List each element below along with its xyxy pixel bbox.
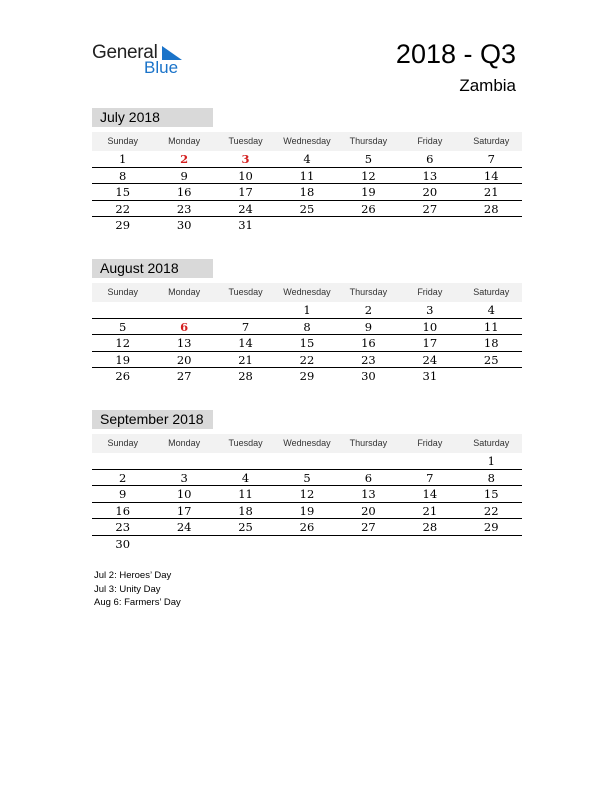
day-cell: 24	[238, 201, 253, 216]
day-cell: 26	[361, 201, 376, 216]
day-cell: 11	[483, 319, 499, 334]
day-cell: 3	[426, 303, 434, 317]
day-cell: 24	[176, 520, 192, 535]
day-cell: 28	[483, 201, 499, 216]
day-cell: 13	[176, 336, 192, 351]
month-label: September 2018	[92, 410, 213, 429]
day-cell	[153, 302, 214, 318]
week-row	[92, 453, 522, 470]
weekday-header: Friday	[417, 438, 443, 448]
day-cell	[461, 536, 522, 553]
day-cell: 25	[238, 520, 253, 535]
day-cell: 8	[487, 470, 495, 485]
day-cell	[153, 536, 214, 553]
holiday-day-cell: 3	[241, 152, 250, 166]
logo-text-blue: Blue	[144, 58, 179, 77]
day-cell: 13	[422, 168, 438, 183]
day-cell: 13	[361, 487, 376, 502]
weekday-header-row	[92, 132, 522, 151]
day-cell: 11	[299, 168, 315, 183]
day-cell: 7	[241, 319, 250, 334]
day-cell	[153, 453, 214, 469]
weekday-header: Saturday	[473, 287, 510, 297]
week-row	[92, 368, 522, 385]
day-cell: 22	[299, 352, 315, 367]
week-row	[92, 201, 522, 218]
day-cell: 22	[483, 503, 499, 518]
day-cell: 15	[299, 336, 315, 351]
day-cell: 4	[487, 303, 495, 317]
holiday-note: Aug 6: Farmers’ Day	[94, 597, 181, 608]
day-cell: 29	[483, 520, 499, 535]
day-cell: 1	[487, 454, 495, 468]
day-cell: 2	[364, 303, 373, 317]
day-cell	[461, 368, 522, 385]
week-row	[92, 503, 522, 520]
weekday-header: Wednesday	[283, 438, 331, 448]
day-cell: 5	[364, 152, 373, 166]
weekday-header: Thursday	[349, 287, 388, 297]
day-cell: 27	[422, 201, 438, 216]
day-cell: 21	[483, 185, 499, 200]
generalblue-logo	[92, 42, 192, 78]
day-cell: 17	[422, 336, 438, 351]
day-cell: 12	[361, 168, 376, 183]
week-row	[92, 302, 522, 319]
weekday-header: Saturday	[473, 438, 510, 448]
day-cell: 12	[299, 487, 315, 502]
day-cell: 28	[238, 369, 253, 384]
day-cell	[215, 453, 276, 469]
day-cell: 21	[422, 503, 438, 518]
day-cell	[276, 453, 337, 469]
weekday-header: Sunday	[107, 287, 138, 297]
day-cell	[399, 217, 460, 234]
holiday-note: Jul 3: Unity Day	[94, 583, 161, 595]
day-cell: 10	[422, 319, 438, 334]
week-row	[92, 217, 522, 234]
page-title: 2018 - Q3	[395, 39, 516, 69]
day-cell: 5	[119, 319, 127, 334]
day-cell	[399, 536, 460, 553]
week-row	[92, 319, 522, 336]
month-label: August 2018	[92, 259, 213, 278]
week-row	[92, 335, 522, 352]
day-cell: 4	[303, 152, 311, 166]
day-cell: 25	[483, 352, 499, 367]
day-cell	[338, 217, 399, 234]
holiday-note: Jul 2: Heroes’ Day	[94, 570, 172, 581]
day-cell	[276, 217, 337, 234]
day-cell: 10	[176, 487, 192, 502]
day-cell: 16	[176, 185, 192, 200]
day-cell	[276, 536, 337, 553]
day-cell: 30	[176, 218, 192, 233]
month-block	[92, 108, 522, 234]
day-cell: 12	[115, 336, 131, 351]
month-label: July 2018	[92, 108, 213, 127]
day-cell: 25	[299, 201, 315, 216]
day-cell: 23	[361, 352, 376, 367]
weekday-header: Tuesday	[228, 287, 263, 297]
day-cell: 8	[119, 168, 127, 183]
weekday-header: Wednesday	[283, 287, 331, 297]
day-cell: 10	[238, 168, 253, 183]
day-cell: 9	[180, 168, 188, 183]
day-cell: 8	[303, 319, 311, 334]
weekday-header: Thursday	[349, 136, 388, 146]
weekday-header: Sunday	[107, 438, 138, 448]
weekday-header: Monday	[168, 438, 201, 448]
day-cell: 6	[364, 470, 373, 485]
weekday-header: Friday	[417, 136, 443, 146]
day-cell: 24	[422, 352, 438, 367]
day-cell: 28	[422, 520, 438, 535]
holiday-day-cell: 6	[180, 319, 189, 334]
day-cell: 2	[119, 470, 127, 485]
day-cell: 31	[238, 218, 253, 233]
day-cell: 27	[176, 369, 192, 384]
weekday-header: Thursday	[349, 438, 388, 448]
day-cell: 19	[361, 185, 376, 200]
week-row	[92, 168, 522, 185]
day-cell: 16	[115, 503, 131, 518]
day-cell: 26	[115, 369, 131, 384]
weekday-header: Friday	[417, 287, 443, 297]
week-row	[92, 470, 522, 487]
day-cell	[338, 453, 399, 469]
day-cell: 19	[115, 352, 131, 367]
day-cell: 9	[364, 319, 373, 334]
week-row	[92, 184, 522, 201]
day-cell: 20	[422, 185, 438, 200]
day-cell: 26	[299, 520, 315, 535]
day-cell: 17	[238, 185, 253, 200]
weekday-header: Tuesday	[228, 136, 263, 146]
week-row	[92, 536, 522, 553]
day-cell: 31	[422, 369, 438, 384]
day-cell	[338, 536, 399, 553]
day-cell: 5	[303, 470, 311, 485]
day-cell	[215, 302, 276, 318]
day-cell: 4	[241, 470, 250, 485]
day-cell: 27	[361, 520, 376, 535]
day-cell: 1	[303, 303, 311, 317]
week-row	[92, 352, 522, 369]
day-cell: 18	[238, 503, 253, 518]
day-cell: 29	[115, 218, 131, 233]
day-cell: 7	[426, 470, 434, 485]
weekday-header: Wednesday	[283, 136, 331, 146]
logo-text-general: General	[92, 42, 158, 63]
month-block	[92, 259, 522, 385]
day-cell: 3	[180, 470, 188, 485]
day-cell	[399, 453, 460, 469]
day-cell: 30	[361, 369, 376, 384]
day-cell: 29	[299, 369, 315, 384]
weekday-header-row	[92, 434, 522, 453]
weekday-header: Sunday	[107, 136, 138, 146]
week-row	[92, 151, 522, 168]
weekday-header-row	[92, 283, 522, 302]
day-cell: 15	[483, 487, 499, 502]
day-cell: 6	[426, 152, 434, 166]
day-cell: 15	[115, 185, 131, 200]
day-cell: 14	[238, 336, 253, 351]
weekday-header: Tuesday	[228, 438, 263, 448]
weekday-header: Saturday	[473, 136, 510, 146]
day-cell: 23	[176, 201, 192, 216]
day-cell: 11	[238, 487, 253, 502]
country-name: Zambia	[459, 76, 516, 95]
week-row	[92, 519, 522, 536]
day-cell: 23	[115, 520, 131, 535]
day-cell: 18	[299, 185, 315, 200]
day-cell	[215, 536, 276, 553]
day-cell: 14	[422, 487, 438, 502]
day-cell: 21	[238, 352, 253, 367]
day-cell	[92, 453, 153, 469]
week-row	[92, 486, 522, 503]
day-cell: 7	[487, 152, 495, 166]
weekday-header: Monday	[168, 136, 201, 146]
day-cell: 20	[176, 352, 192, 367]
day-cell	[461, 217, 522, 234]
day-cell: 9	[119, 487, 127, 502]
day-cell: 17	[176, 503, 192, 518]
day-cell: 16	[361, 336, 376, 351]
holiday-day-cell: 2	[180, 152, 189, 166]
day-cell: 20	[361, 503, 376, 518]
day-cell	[92, 302, 153, 318]
day-cell: 1	[119, 152, 127, 166]
month-block	[92, 410, 522, 553]
day-cell: 18	[483, 336, 499, 351]
day-cell: 22	[115, 201, 131, 216]
day-cell: 30	[115, 536, 131, 551]
weekday-header: Monday	[168, 287, 201, 297]
day-cell: 19	[299, 503, 315, 518]
holiday-notes	[94, 569, 181, 610]
day-cell: 14	[483, 168, 499, 183]
